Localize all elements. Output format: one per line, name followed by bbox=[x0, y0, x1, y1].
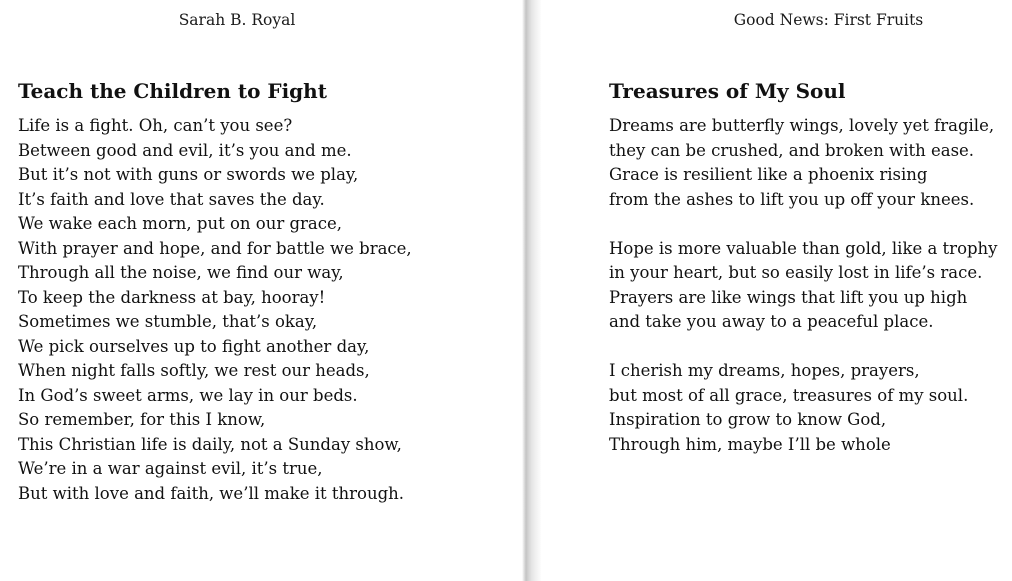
book-spine-divider bbox=[522, 0, 543, 581]
poem-line: Grace is resilient like a phoenix rising bbox=[609, 165, 928, 184]
stanza-break bbox=[609, 335, 998, 360]
poem-line: We’re in a war against evil, it’s true, bbox=[18, 459, 323, 478]
poem-line: When night falls softly, we rest our heads, bbox=[18, 361, 370, 380]
poem-line: This Christian life is daily, not a Sunday show, bbox=[18, 434, 402, 454]
poem-line: Life is a fight. Oh, can’t you see? bbox=[18, 116, 293, 135]
poem-line: But with love and faith, we’ll make it through. bbox=[18, 483, 405, 503]
poem-line: in your heart, but so easily lost in life’s race. bbox=[609, 263, 983, 282]
poem-line: Inspiration to grow to know God, bbox=[609, 410, 887, 429]
stanza-break bbox=[609, 212, 998, 237]
poem-line: We wake each morn, put on our grace, bbox=[18, 214, 342, 233]
poem-line: but most of all grace, treasures of my soul. bbox=[609, 385, 969, 405]
poem-line: Through him, maybe I’ll be whole bbox=[609, 434, 891, 454]
poem-line: Sometimes we stumble, that’s okay, bbox=[18, 312, 318, 331]
poem-line: Through all the noise, we find our way, bbox=[18, 263, 344, 282]
poem-line: Between good and evil, it’s you and me. bbox=[18, 140, 352, 160]
right-page bbox=[541, 0, 1012, 581]
left-running-head: Sarah B. Royal bbox=[178, 11, 296, 29]
left-poem-body bbox=[18, 114, 412, 506]
poem-line: It’s faith and love that saves the day. bbox=[18, 189, 325, 209]
right-poem-body bbox=[609, 114, 998, 457]
left-poem-title: Teach the Children to Fight bbox=[18, 79, 327, 103]
poem-line: Dreams are butterfly wings, lovely yet fragile, bbox=[609, 116, 995, 135]
poem-line: Hope is more valuable than gold, like a trophy bbox=[609, 238, 998, 258]
poem-line: To keep the darkness at bay, hooray! bbox=[18, 287, 326, 307]
right-running-head: Good News: First Fruits bbox=[733, 11, 924, 29]
poem-line: they can be crushed, and broken with ease. bbox=[609, 140, 975, 160]
poem-line: from the ashes to lift you up off your knees. bbox=[609, 189, 975, 209]
right-poem-title: Treasures of My Soul bbox=[609, 79, 846, 103]
poem-line: But it’s not with guns or swords we play, bbox=[18, 165, 359, 184]
poem-line: We pick ourselves up to fight another day, bbox=[18, 336, 370, 356]
poem-line: I cherish my dreams, hopes, prayers, bbox=[609, 361, 920, 380]
poem-line: Prayers are like wings that lift you up high bbox=[609, 287, 968, 307]
poem-line: and take you away to a peaceful place. bbox=[609, 312, 934, 331]
poem-line: In God’s sweet arms, we lay in our beds. bbox=[18, 385, 358, 405]
poem-line: So remember, for this I know, bbox=[18, 410, 266, 429]
poem-line: With prayer and hope, and for battle we brace, bbox=[18, 238, 412, 258]
